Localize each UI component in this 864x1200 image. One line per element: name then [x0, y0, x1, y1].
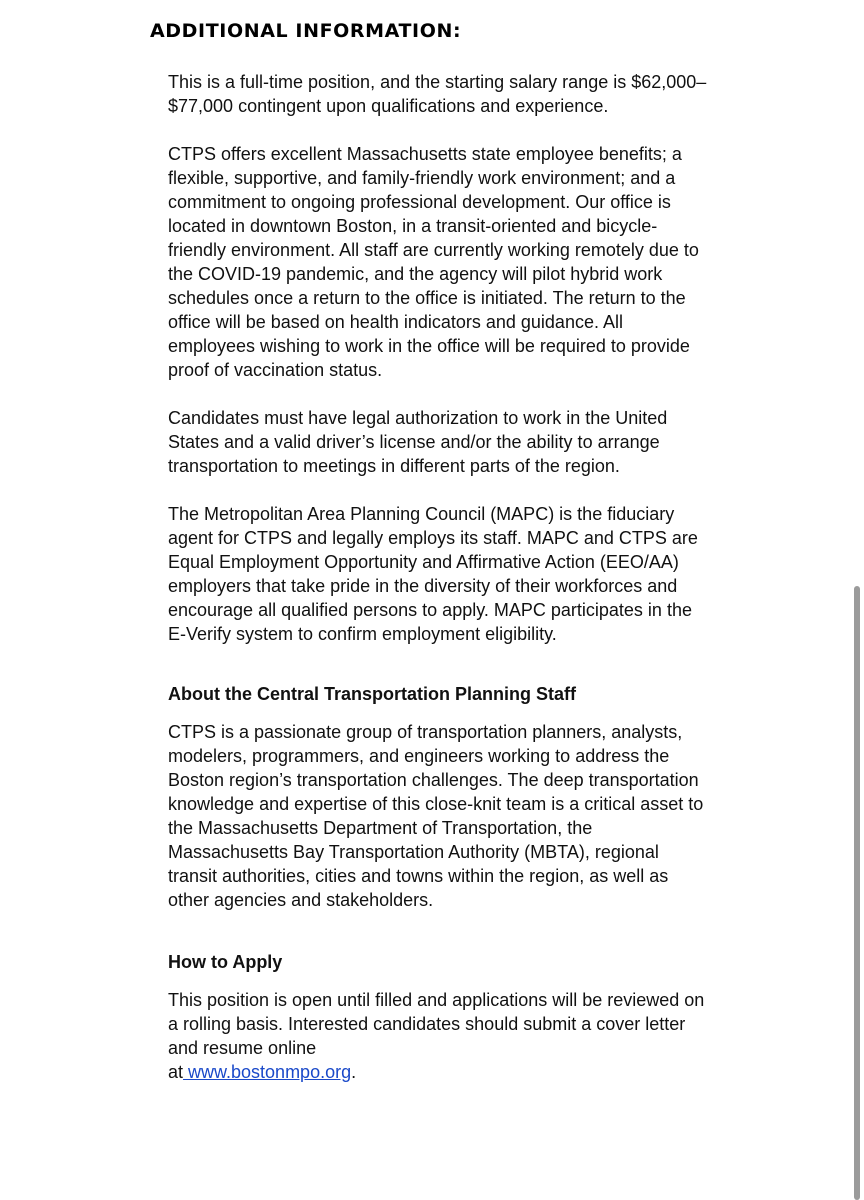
vertical-scrollbar[interactable] [850, 0, 864, 1200]
how-to-apply-paragraph [168, 988, 708, 1084]
how-to-apply-prefix: at [168, 1062, 184, 1082]
how-to-apply-suffix: . [351, 1062, 357, 1082]
about-ctps-heading: About the Central Transportation Planning Staff [168, 684, 577, 704]
salary-paragraph: This is a full-time position, and the starting salary range is $62,000–$77,000 contingent upon qualifications and experience. [168, 72, 707, 116]
bostonmpo-link[interactable]: www.bostonmpo.org [183, 1062, 352, 1082]
scrollbar-thumb[interactable] [854, 586, 860, 1200]
how-to-apply-heading: How to Apply [168, 952, 283, 972]
about-ctps-paragraph: CTPS is a passionate group of transportation planners, analysts, modelers, programmers, and engineers working to address the Boston region’s transportation challenges. The deep transportation knowledge and expertise of this close-knit team is a critical asset to the Massachusetts Department of Transportation, the Massachusetts Bay Transportation Authority (MBTA), regional transit authorities, cities and towns within the region, as well as other agencies and stakeholders. [168, 722, 704, 910]
additional-information-heading: ADDITIONAL INFORMATION: [150, 20, 462, 42]
section-spacer [168, 670, 708, 682]
how-to-apply-text: This position is open until filled and applications will be reviewed on a rolling basis. Interested candidates should submit a cover letter and resume online [168, 990, 705, 1058]
mapc-paragraph: The Metropolitan Area Planning Council (MAPC) is the fiduciary agent for CTPS and legally employs its staff. MAPC and CTPS are Equal Employment Opportunity and Affirmative Action (EEO/AA) employers that take pride in the diversity of their workforces and encourage all qualified persons to apply. MAPC participates in the E-Verify system to confirm employment eligibility. [168, 504, 698, 644]
authorization-paragraph: Candidates must have legal authorization to work in the United States and a valid driver’s license and/or the ability to arrange transportation to meetings in different parts of the region. [168, 408, 668, 476]
benefits-paragraph: CTPS offers excellent Massachusetts state employee benefits; a flexible, supportive, and family-friendly work environment; and a commitment to ongoing professional development. Our office is located in downtown Boston, in a transit-oriented and bicycle-friendly environment. All staff are currently working remotely due to the COVID-19 pandemic, and the agency will pilot hybrid work schedules once a return to the office is initiated. The return to the office will be based on health indicators and guidance. All employees wishing to work in the office will be required to provide proof of vaccination status. [168, 144, 699, 380]
section-spacer [168, 936, 708, 950]
document-content [168, 70, 708, 1108]
